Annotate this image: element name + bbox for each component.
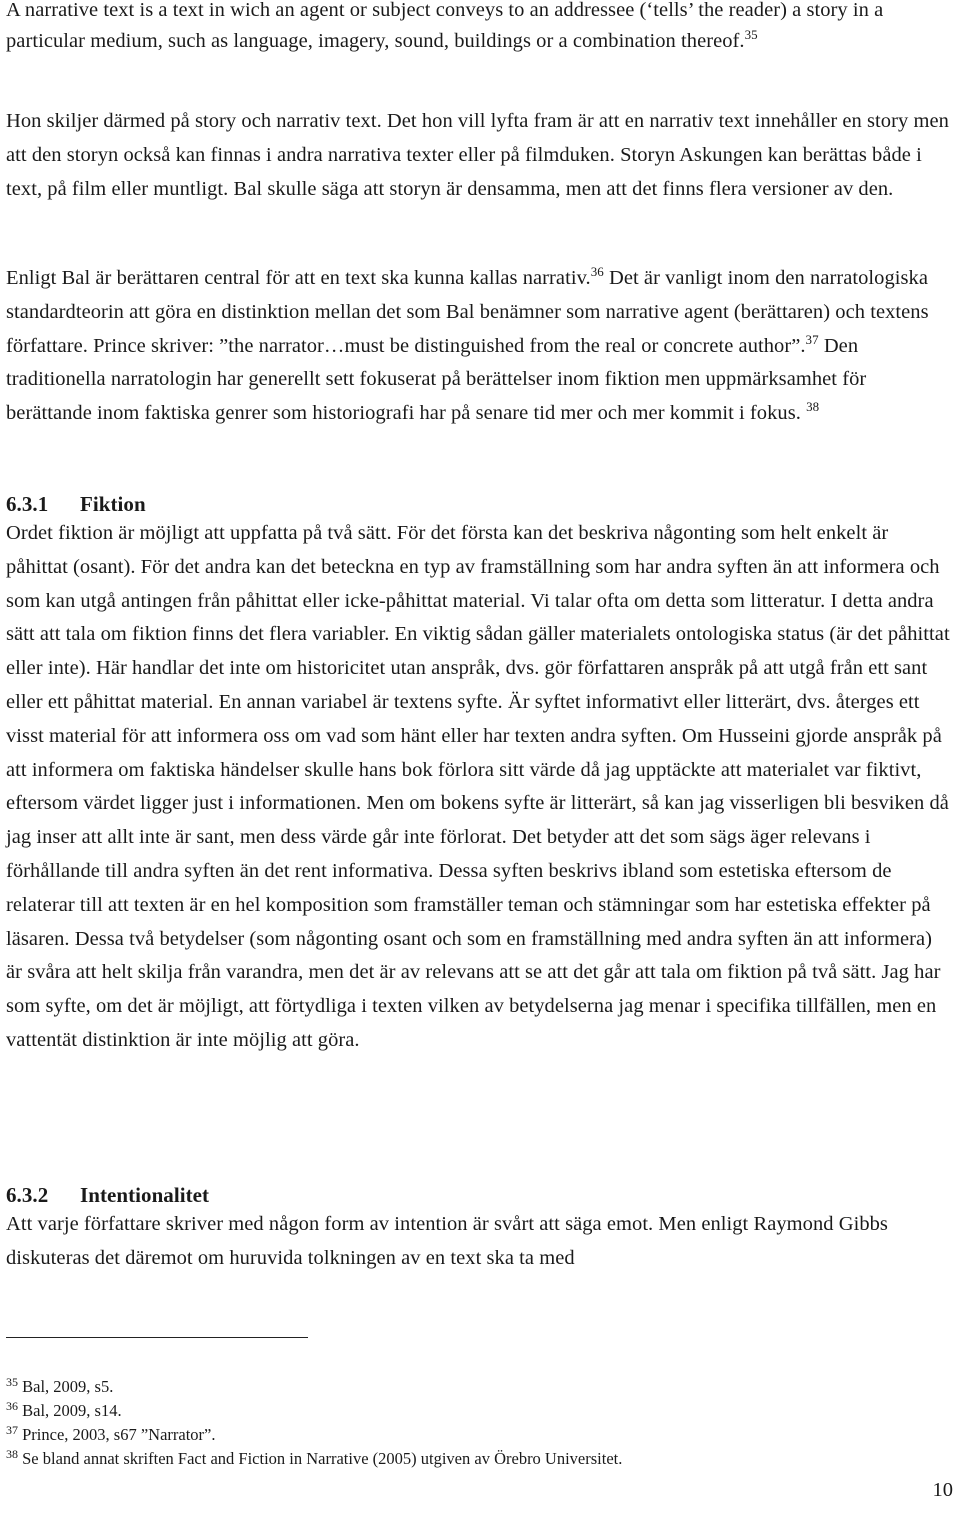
paragraph-narrator-part-c: Den traditionella narratologin har generellt sett fokuserat på berättelser inom fiktion men uppmärksamhet för berättande inom faktiska genrer som historiografi har på senare tid mer och mer kommit i fokus. (6, 334, 867, 425)
footnote-text: Bal, 2009, s14. (22, 1401, 122, 1420)
footnote-separator (6, 1337, 308, 1338)
footnote-ref-36[interactable]: 36 (590, 264, 604, 279)
paragraph-intentionalitet: Att varje författare skriver med någon form av intention är svårt att säga emot. Men enligt Raymond Gibbs diskuteras det däremot om huruvida tolkningen av en text ska ta med (6, 1213, 888, 1269)
block-quote-text: A narrative text is a text in wich an agent or subject conveys to an addressee (‘tells’ the reader) a story in a particular medium, such as language, imagery, sound, buildings or a combination thereof. (6, 0, 884, 52)
footnote-35 (6, 1376, 113, 1398)
page-number: 10 (932, 1479, 953, 1501)
footnote-36 (6, 1400, 122, 1422)
footnote-text: Se bland annat skriften Fact and Fiction in Narrative (2005) utgiven av Örebro Universitet. (22, 1449, 623, 1468)
paragraph-narrator-part-a: Enligt Bal är berättaren central för att en text ska kunna kallas narrativ. (6, 267, 591, 289)
footnote-37 (6, 1424, 215, 1446)
footnote-38 (6, 1448, 622, 1470)
footnote-ref-35[interactable]: 35 (744, 27, 758, 42)
section-title: Fiktion (80, 492, 146, 516)
section-number: 6.3.1 (6, 492, 49, 516)
footnote-number: 35 (6, 1375, 18, 1389)
section-title: Intentionalitet (80, 1183, 210, 1207)
footnote-ref-37[interactable]: 37 (805, 331, 819, 347)
footnote-number: 36 (6, 1399, 18, 1413)
footnote-text: Bal, 2009, s5. (22, 1377, 114, 1396)
footnote-number: 38 (6, 1447, 18, 1461)
block-quote (6, 0, 946, 57)
footnote-text: Prince, 2003, s67 ”Narrator”. (22, 1425, 216, 1444)
footnote-ref-38[interactable]: 38 (806, 399, 820, 415)
paragraph-fiktion: Ordet fiktion är möjligt att uppfatta på två sätt. För det första kan det beskriva någonting som helt enkelt är påhittat (osant). För det andra kan det beteckna en typ av framställning som har andra syften än att informera och som kan utgå antingen från påhittat eller icke-påhittat material. Vi talar ofta om detta som litteratur. I detta andra sätt att tala om fiktion finns det flera variabler. En viktig sådan gäller materialets ontologiska status (är det påhittat eller inte). Här handlar det inte om historicitet utan anspråk, dvs. gör författaren anspråk på att utgå från ett sant eller ett påhittat material. En annan variabel är textens syfte. Är syftet informativt eller litterärt, dvs. återges ett visst material för att informera oss om vad som hänt eller har texten andra syften. Om Husseini gjorde anspråk på att informera om faktiska händelser skulle hans bok förlora sitt värde då jag upptäckte att materialet var fiktivt, eftersom värdet ligger just i informationen. Men om bokens syfte är litterärt, så kan jag visserligen bli besviken då jag inser att allt inte är sant, men dess värde går inte förlorat. Det betyder att det som sägs äger relevans i förhållande till andra syften än det rent informativa. Dessa syften beskrivs ibland som estetiska eftersom de relaterar till att texten är en hel komposition som framställer teman och stämningar som har estetiska effekter på läsaren. Dessa två betydelser (som någonting osant och som en framställning med andra syften än att informera) är svåra att helt skilja från varandra, men det är av relevans att se att det går att tala om fiktion på två sätt. Jag har som syfte, om det är möjligt, att förtydliga i texten vilken av betydelserna jag menar i specifika tillfällen, men en vattentät distinktion är inte möjlig att göra. (6, 522, 950, 1051)
section-number: 6.3.2 (6, 1183, 49, 1207)
paragraph-narrator (6, 262, 951, 431)
paragraph-narrator-part-b: Det är vanligt inom den narratologiska standardteorin att göra en distinktion mellan det som Bal benämner som narrative agent (berättaren) och textens författare. Prince skriver: ”the narrator…must be distinguished from the real or concrete author”. (6, 267, 929, 357)
footnote-number: 37 (6, 1423, 18, 1437)
paragraph-story: Hon skiljer därmed på story och narrativ text. Det hon vill lyfta fram är att en narrativ text innehåller en story men att den storyn också kan finnas i andra narrativa texter eller på filmduken. Storyn Askungen kan berättas både i text, på film eller muntligt. Bal skulle säga att storyn är densamma, men att det finns flera versioner av den. (6, 110, 949, 200)
